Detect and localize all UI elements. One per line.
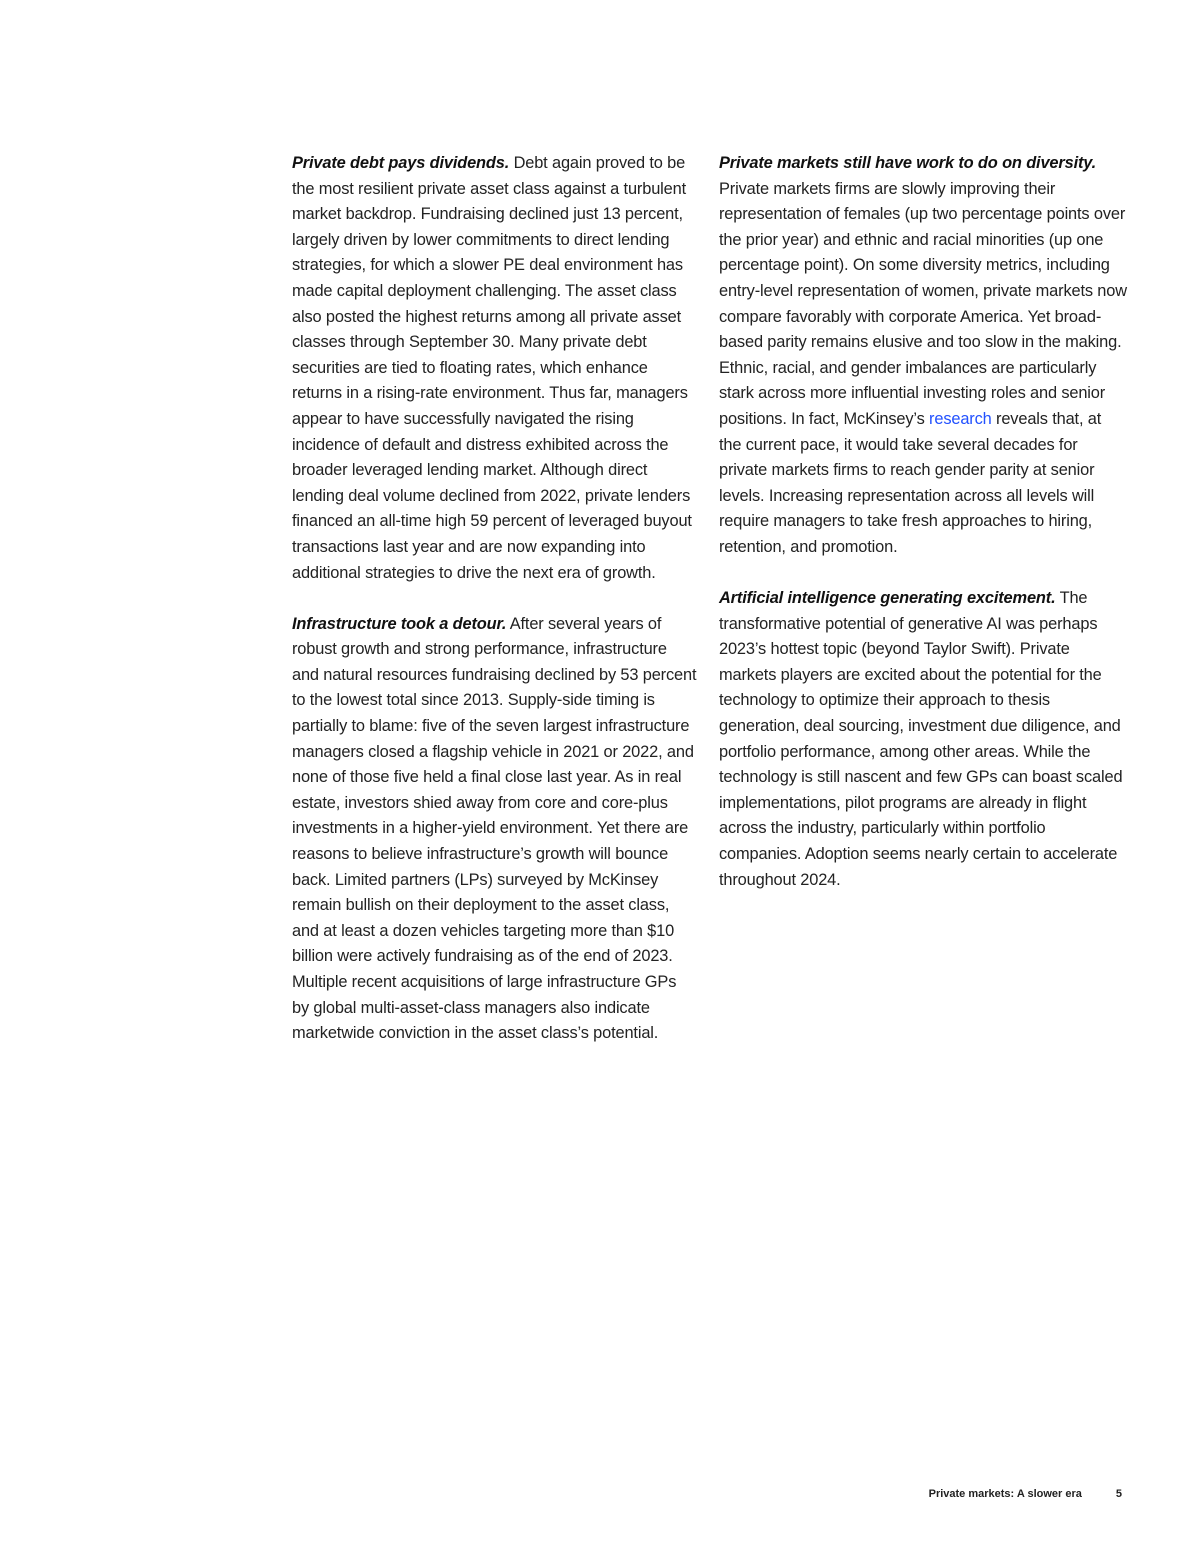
section-heading: Infrastructure took a detour. (292, 614, 507, 633)
section-infrastructure (292, 612, 697, 1047)
section-private-debt (292, 151, 697, 586)
page-number: 5 (1115, 1488, 1122, 1500)
research-link[interactable]: research (929, 409, 992, 428)
section-body: Private markets firms are slowly improving their representation of females (up two percentage points over the prior year) and ethnic and racial minorities (up one percentage point). On some diversity metrics, including entry-level representation of women, private markets now compare favorably with corporate America. Yet broad-based parity remains elusive and too slow in the making. Ethnic, racial, and gender imbalances are particularly stark across more influential investing roles and senior positions. In fact, McKinsey’s (719, 179, 1127, 428)
section-ai (719, 586, 1127, 893)
section-heading: Private markets still have work to do on diversity. (719, 154, 1097, 172)
section-body-continued: reveals that, at the current pace, it would take several decades for private markets firms to reach gender parity at senior levels. Increasing representation across all levels will require managers to take fresh approaches to hiring, retention, and promotion. (719, 409, 1102, 556)
right-column (719, 151, 1127, 919)
section-diversity (719, 151, 1127, 561)
section-body: Debt again proved to be the most resilient private asset class against a turbulent market backdrop. Fundraising declined just 13 percent, largely driven by lower commitments to direct lending strategies, for which a slower PE deal environment has made capital deployment challenging. The asset class also posted the highest returns among all private asset classes through September 30. Many private debt securities are tied to floating rates, which enhance returns in a rising-rate environment. Thus far, managers appear to have successfully navigated the rising incidence of default and distress exhibited across the broader leveraged lending market. Although direct lending deal volume declined from 2022, private lenders financed an all-time high 59 percent of leveraged buyout transactions last year and are now expanding into additional strategies to drive the next era of growth. (292, 154, 692, 582)
section-body: The transformative potential of generative AI was perhaps 2023’s hottest topic (beyond Taylor Swift). Private markets players are excited about the potential for the technology to optimize their approach to thesis generation, deal sourcing, investment due diligence, and portfolio performance, among other areas. While the technology is still nascent and few GPs can boast scaled implementations, pilot programs are already in flight across the industry, particularly within portfolio companies. Adoption seems nearly certain to accelerate throughout 2024. (719, 589, 1123, 889)
section-heading: Artificial intelligence generating excitement. (719, 589, 1056, 608)
left-column (292, 151, 697, 1072)
page-footer (860, 1488, 1122, 1500)
section-body: After several years of robust growth and strong performance, infrastructure and natural resources fundraising declined by 53 percent to the lowest total since 2013. Supply-side timing is partially to blame: five of the seven largest infrastructure managers closed a flagship vehicle in 2021 or 2022, and none of those five held a final close last year. As in real estate, investors shied away from core and core-plus investments in a higher-yield environment. Yet there are reasons to believe infrastructure’s growth will bounce back. Limited partners (LPs) surveyed by McKinsey remain bullish on their deployment to the asset class, and at least a dozen vehicles targeting more than $10 billion were actively fundraising as of the end of 2023. Multiple recent acquisitions of large infrastructure GPs by global multi-asset-class managers also indicate marketwide conviction in the asset class’s potential. (292, 614, 697, 1043)
section-heading: Private debt pays dividends. (292, 154, 510, 172)
footer-title: Private markets: A slower era (928, 1488, 1082, 1500)
